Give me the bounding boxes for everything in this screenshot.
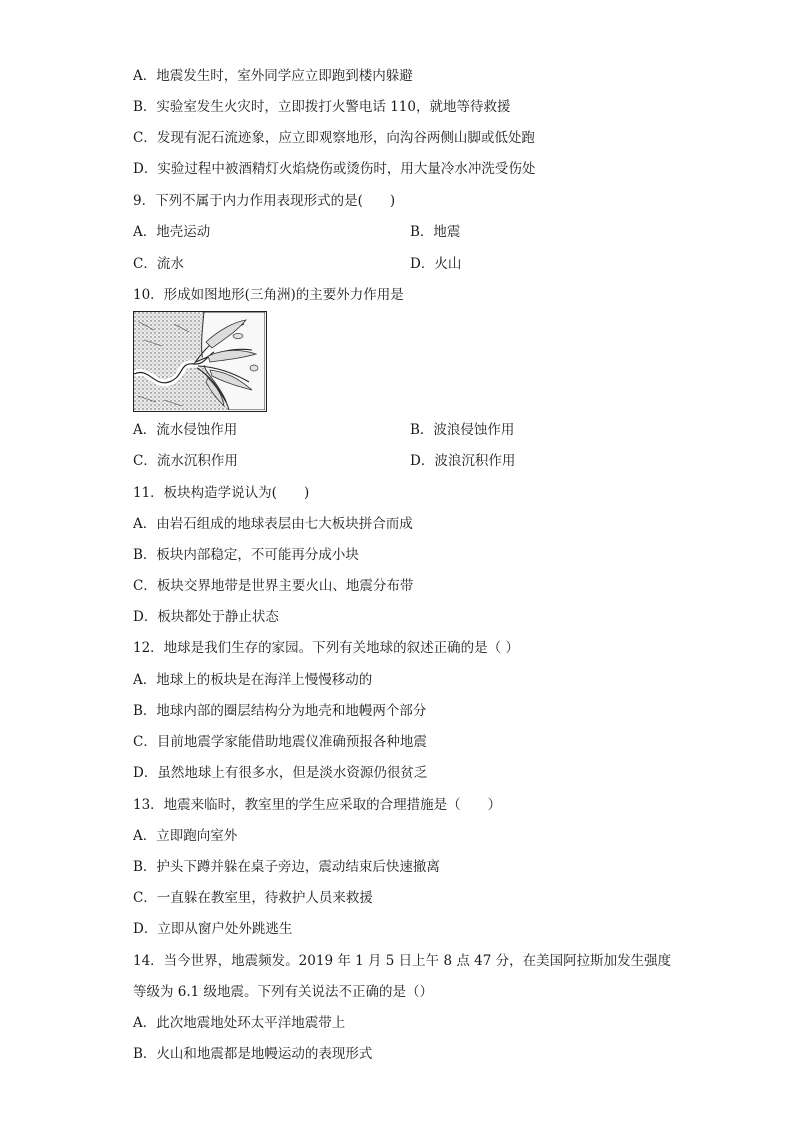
- q12-option-c: C．目前地震学家能借助地震仪准确预报各种地震: [133, 734, 427, 750]
- q14-option-b: B．火山和地震都是地幔运动的表现形式: [133, 1046, 373, 1062]
- q13-option-d: D．立即从窗户处外跳逃生: [133, 921, 293, 937]
- q12-option-a: A．地球上的板块是在海洋上慢慢移动的: [133, 672, 373, 688]
- q12-stem: 12．地球是我们生存的家园。下列有关地球的叙述正确的是（ ）: [133, 640, 519, 656]
- q10-option-c: C．流水沉积作用: [133, 453, 238, 469]
- q13-stem: 13．地震来临时，教室里的学生应采取的合理措施是（ ）: [133, 797, 502, 813]
- q10-option-a: A．流水侵蚀作用: [133, 422, 238, 438]
- q8-option-a: A．地震发生时，室外同学应立即跑到楼内躲避: [133, 68, 413, 84]
- q11-option-b: B．板块内部稳定，不可能再分成小块: [133, 547, 359, 563]
- q12-option-d: D．虽然地球上有很多水，但是淡水资源仍很贫乏: [133, 765, 428, 781]
- q8-option-c: C．发现有泥石流迹象，应立即观察地形，向沟谷两侧山脚或低处跑: [133, 130, 535, 146]
- q8-option-b: B．实验室发生火灾时，立即拨打火警电话 110，就地等待救援: [133, 99, 511, 115]
- delta-landform-figure: [133, 311, 267, 412]
- q10-stem: 10．形成如图地形(三角洲)的主要外力作用是: [133, 287, 404, 303]
- q13-option-b: B．护头下蹲并躲在桌子旁边，震动结束后快速撤离: [133, 859, 440, 875]
- q14-option-a: A．此次地震地处环太平洋地震带上: [133, 1015, 346, 1031]
- q11-option-a: A．由岩石组成的地球表层由七大板块拼合而成: [133, 516, 413, 532]
- q9-option-a: A．地壳运动: [133, 224, 211, 240]
- q14-stem-line1: 14．当今世界，地震频发。2019 年 1 月 5 日上午 8 点 47 分，在美国阿拉斯加发生强度: [133, 953, 672, 969]
- q9-option-b: B．地震: [410, 224, 461, 240]
- q8-option-d: D．实验过程中被酒精灯火焰烧伤或烫伤时，用大量冷水冲洗受伤处: [133, 161, 536, 177]
- q13-option-a: A．立即跑向室外: [133, 828, 238, 844]
- q11-option-c: C．板块交界地带是世界主要火山、地震分布带: [133, 578, 414, 594]
- q10-option-d: D．波浪沉积作用: [410, 453, 516, 469]
- delta-map-illustration: [134, 312, 265, 410]
- q10-option-b: B．波浪侵蚀作用: [410, 422, 515, 438]
- q9-option-c: C．流水: [133, 256, 184, 272]
- q12-option-b: B．地球内部的圈层结构分为地壳和地幔两个部分: [133, 703, 427, 719]
- q14-stem-line2: 等级为 6.1 级地震。下列有关说法不正确的是（）: [133, 984, 434, 1000]
- q13-option-c: C．一直躲在教室里，待救护人员来救援: [133, 890, 373, 906]
- q11-option-d: D．板块都处于静止状态: [133, 609, 279, 625]
- q11-stem: 11．板块构造学说认为( ): [133, 485, 310, 501]
- q9-stem: 9．下列不属于内力作用表现形式的是( ): [133, 193, 396, 209]
- q9-option-d: D．火山: [410, 256, 462, 272]
